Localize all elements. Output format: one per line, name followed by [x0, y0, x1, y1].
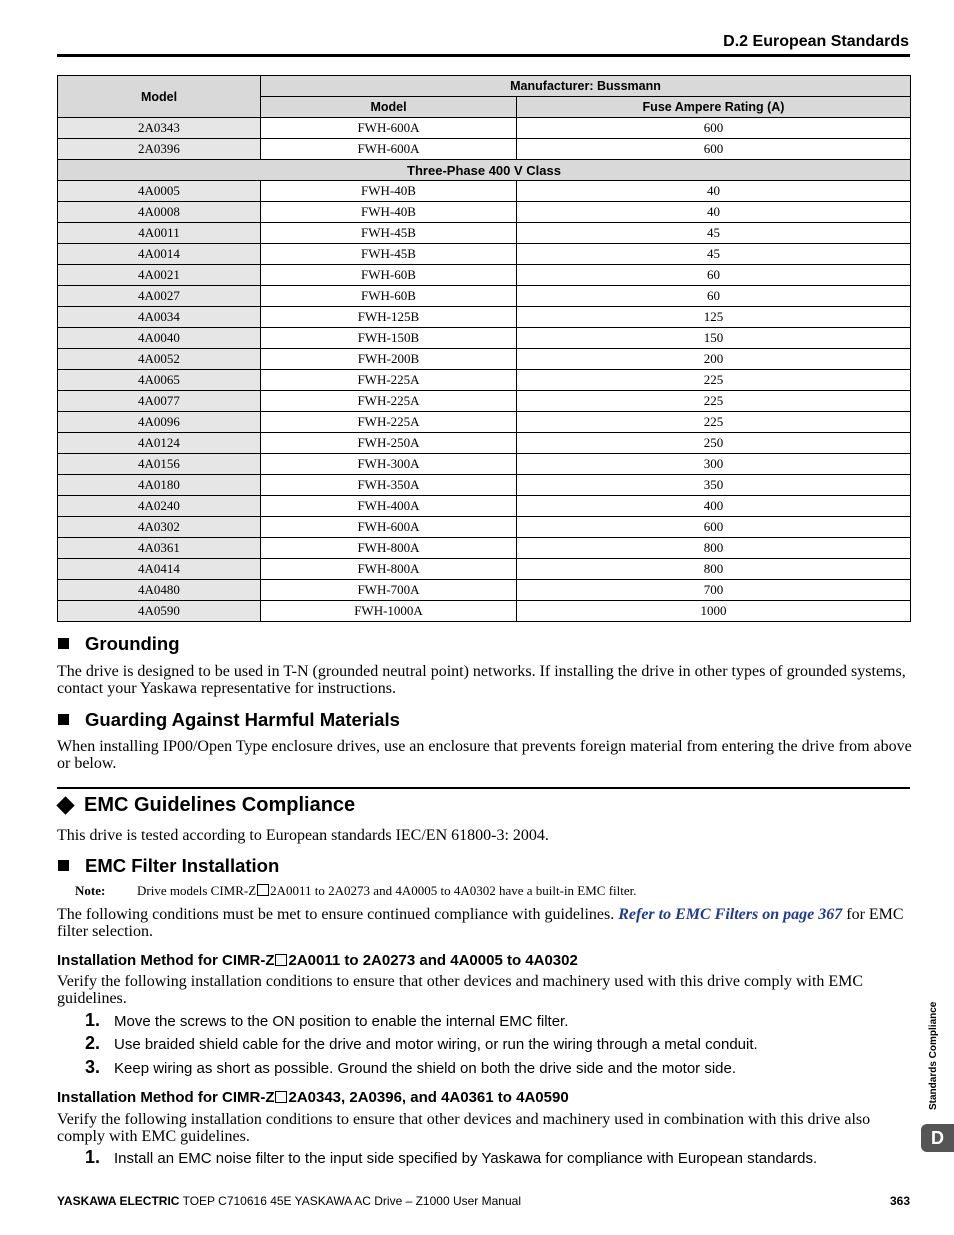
cell-rating: 45	[517, 244, 911, 265]
cell-rating: 250	[517, 433, 911, 454]
cell-drive-model: 4A0156	[58, 454, 261, 475]
emc-intro: This drive is tested according to European standards IEC/EN 61800-3: 2004.	[57, 827, 549, 844]
cell-drive-model: 4A0590	[58, 601, 261, 622]
cell-fuse-model: FWH-800A	[261, 538, 517, 559]
cell-fuse-model: FWH-225A	[261, 412, 517, 433]
cell-fuse-model: FWH-350A	[261, 475, 517, 496]
emc-heading: EMC Guidelines Compliance	[56, 794, 355, 817]
cell-drive-model: 4A0011	[58, 223, 261, 244]
table-row	[58, 412, 911, 433]
cell-fuse-model: FWH-700A	[261, 580, 517, 601]
cell-rating: 200	[517, 349, 911, 370]
table-row	[58, 580, 911, 601]
list-item: 1. Install an EMC noise filter to the input side specified by Yaskawa for compliance with European standards.	[85, 1147, 818, 1167]
cell-drive-model: 4A0302	[58, 517, 261, 538]
cell-fuse-model: FWH-200B	[261, 349, 517, 370]
table-row	[58, 517, 911, 538]
chapter-tab[interactable]: D	[921, 1124, 954, 1152]
cell-drive-model: 4A0021	[58, 265, 261, 286]
cell-drive-model: 2A0343	[58, 118, 261, 139]
square-bullet-icon	[58, 638, 69, 649]
grounding-text: The drive is designed to be used in T-N (grounded neutral point) networks. If installing the drive in other types of grounded systems, contact your Yaskawa representative for instructions.	[57, 663, 906, 697]
cell-drive-model: 4A0180	[58, 475, 261, 496]
cell-rating: 600	[517, 139, 911, 160]
cell-fuse-model: FWH-40B	[261, 202, 517, 223]
cell-drive-model: 4A0096	[58, 412, 261, 433]
cell-rating: 700	[517, 580, 911, 601]
cell-drive-model: 4A0077	[58, 391, 261, 412]
cell-rating: 125	[517, 307, 911, 328]
method1-heading: Installation Method for CIMR-Z 2A0011 to 2A0273 and 4A0005 to 4A0302	[57, 952, 578, 969]
placeholder-box-icon	[275, 954, 287, 966]
method1-text: Verify the following installation conditions to ensure that other devices and machinery used with this drive comply with EMC guidelines.	[57, 973, 864, 1007]
footer	[57, 1194, 910, 1208]
cell-fuse-model: FWH-150B	[261, 328, 517, 349]
table-row	[58, 307, 911, 328]
side-tab-label: Standards Compliance	[928, 1001, 939, 1110]
table-row	[58, 538, 911, 559]
guarding-text: When installing IP00/Open Type enclosure drives, use an enclosure that prevents foreign material from entering the drive from above or below.	[57, 738, 912, 772]
list-item: 2. Use braided shield cable for the drive and motor wiring, or run the wiring through a metal conduit.	[85, 1033, 758, 1053]
section-rule	[57, 787, 910, 789]
table-row	[58, 265, 911, 286]
cell-fuse-model: FWH-125B	[261, 307, 517, 328]
footer-doc: YASKAWA ELECTRIC TOEP C710616 45E YASKAWA AC Drive – Z1000 User Manual	[57, 1194, 521, 1208]
table-row	[58, 370, 911, 391]
cell-drive-model: 4A0361	[58, 538, 261, 559]
conditions-text: The following conditions must be met to ensure continued compliance with guidelines. Refer to EMC Filters on page 367 for EMC filter selection.	[57, 906, 904, 940]
col-header-fuse-model: Model	[261, 97, 517, 118]
placeholder-box-icon	[257, 884, 269, 896]
table-row	[58, 328, 911, 349]
placeholder-box-icon	[275, 1091, 287, 1103]
emc-filters-link[interactable]: Refer to EMC Filters on page 367	[618, 906, 843, 923]
cell-rating: 400	[517, 496, 911, 517]
fuse-table	[57, 75, 911, 622]
cell-drive-model: 4A0040	[58, 328, 261, 349]
list-item: 1. Move the screws to the ON position to enable the internal EMC filter.	[85, 1010, 569, 1030]
cell-rating: 300	[517, 454, 911, 475]
square-bullet-icon	[58, 714, 69, 725]
cell-rating: 800	[517, 559, 911, 580]
table-row	[58, 244, 911, 265]
cell-fuse-model: FWH-600A	[261, 118, 517, 139]
table-row	[58, 223, 911, 244]
cell-fuse-model: FWH-1000A	[261, 601, 517, 622]
cell-drive-model: 4A0240	[58, 496, 261, 517]
method2-heading: Installation Method for CIMR-Z 2A0343, 2A0396, and 4A0361 to 4A0590	[57, 1089, 569, 1106]
cell-rating: 60	[517, 265, 911, 286]
cell-drive-model: 4A0034	[58, 307, 261, 328]
cell-fuse-model: FWH-45B	[261, 244, 517, 265]
grounding-heading: Grounding	[58, 633, 180, 655]
table-row	[58, 139, 911, 160]
cell-fuse-model: FWH-60B	[261, 265, 517, 286]
note-label: Note:	[75, 883, 106, 898]
note: Note: Drive models CIMR-Z 2A0011 to 2A0273 and 4A0005 to 4A0302 have a built-in EMC filter.	[75, 883, 637, 898]
table-row	[58, 433, 911, 454]
cell-fuse-model: FWH-400A	[261, 496, 517, 517]
table-row	[58, 496, 911, 517]
table-row	[58, 349, 911, 370]
square-bullet-icon	[58, 860, 69, 871]
cell-drive-model: 4A0005	[58, 181, 261, 202]
cell-drive-model: 4A0124	[58, 433, 261, 454]
table-row	[58, 286, 911, 307]
cell-drive-model: 4A0052	[58, 349, 261, 370]
cell-drive-model: 4A0027	[58, 286, 261, 307]
cell-rating: 350	[517, 475, 911, 496]
table-row	[58, 202, 911, 223]
section-row-400v: Three-Phase 400 V Class	[58, 160, 911, 181]
cell-rating: 40	[517, 181, 911, 202]
cell-rating: 800	[517, 538, 911, 559]
table-row	[58, 559, 911, 580]
col-header-rating: Fuse Ampere Rating (A)	[517, 97, 911, 118]
list-item: 3. Keep wiring as short as possible. Ground the shield on both the drive side and the motor side.	[85, 1057, 737, 1077]
cell-rating: 45	[517, 223, 911, 244]
cell-rating: 225	[517, 412, 911, 433]
cell-rating: 40	[517, 202, 911, 223]
cell-rating: 60	[517, 286, 911, 307]
cell-rating: 600	[517, 118, 911, 139]
cell-fuse-model: FWH-600A	[261, 139, 517, 160]
manufacturer-header: Manufacturer: Bussmann	[261, 76, 911, 97]
cell-rating: 600	[517, 517, 911, 538]
cell-fuse-model: FWH-300A	[261, 454, 517, 475]
cell-drive-model: 4A0014	[58, 244, 261, 265]
table-row	[58, 118, 911, 139]
cell-rating: 150	[517, 328, 911, 349]
table-row	[58, 601, 911, 622]
table-row	[58, 181, 911, 202]
table-row	[58, 454, 911, 475]
cell-fuse-model: FWH-250A	[261, 433, 517, 454]
cell-drive-model: 4A0480	[58, 580, 261, 601]
emc-filter-heading: EMC Filter Installation	[58, 855, 279, 877]
cell-fuse-model: FWH-40B	[261, 181, 517, 202]
guarding-heading: Guarding Against Harmful Materials	[58, 709, 400, 731]
cell-fuse-model: FWH-800A	[261, 559, 517, 580]
cell-drive-model: 4A0414	[58, 559, 261, 580]
method2-text: Verify the following installation conditions to ensure that other devices and machinery used in combination with this drive also comply with EMC guidelines.	[57, 1111, 871, 1145]
cell-fuse-model: FWH-600A	[261, 517, 517, 538]
cell-rating: 225	[517, 370, 911, 391]
cell-fuse-model: FWH-60B	[261, 286, 517, 307]
section-title: D.2 European Standards	[723, 33, 909, 50]
cell-rating: 225	[517, 391, 911, 412]
table-body-400v	[58, 181, 911, 622]
cell-drive-model: 2A0396	[58, 139, 261, 160]
cell-fuse-model: FWH-45B	[261, 223, 517, 244]
page-number: 363	[889, 1194, 910, 1208]
diamond-bullet-icon	[56, 796, 74, 814]
cell-fuse-model: FWH-225A	[261, 370, 517, 391]
table-body-200v	[58, 118, 911, 160]
col-header-model: Model	[58, 76, 261, 118]
header-rule	[57, 54, 910, 57]
table-row	[58, 391, 911, 412]
table-row	[58, 475, 911, 496]
cell-drive-model: 4A0008	[58, 202, 261, 223]
cell-fuse-model: FWH-225A	[261, 391, 517, 412]
cell-drive-model: 4A0065	[58, 370, 261, 391]
cell-rating: 1000	[517, 601, 911, 622]
